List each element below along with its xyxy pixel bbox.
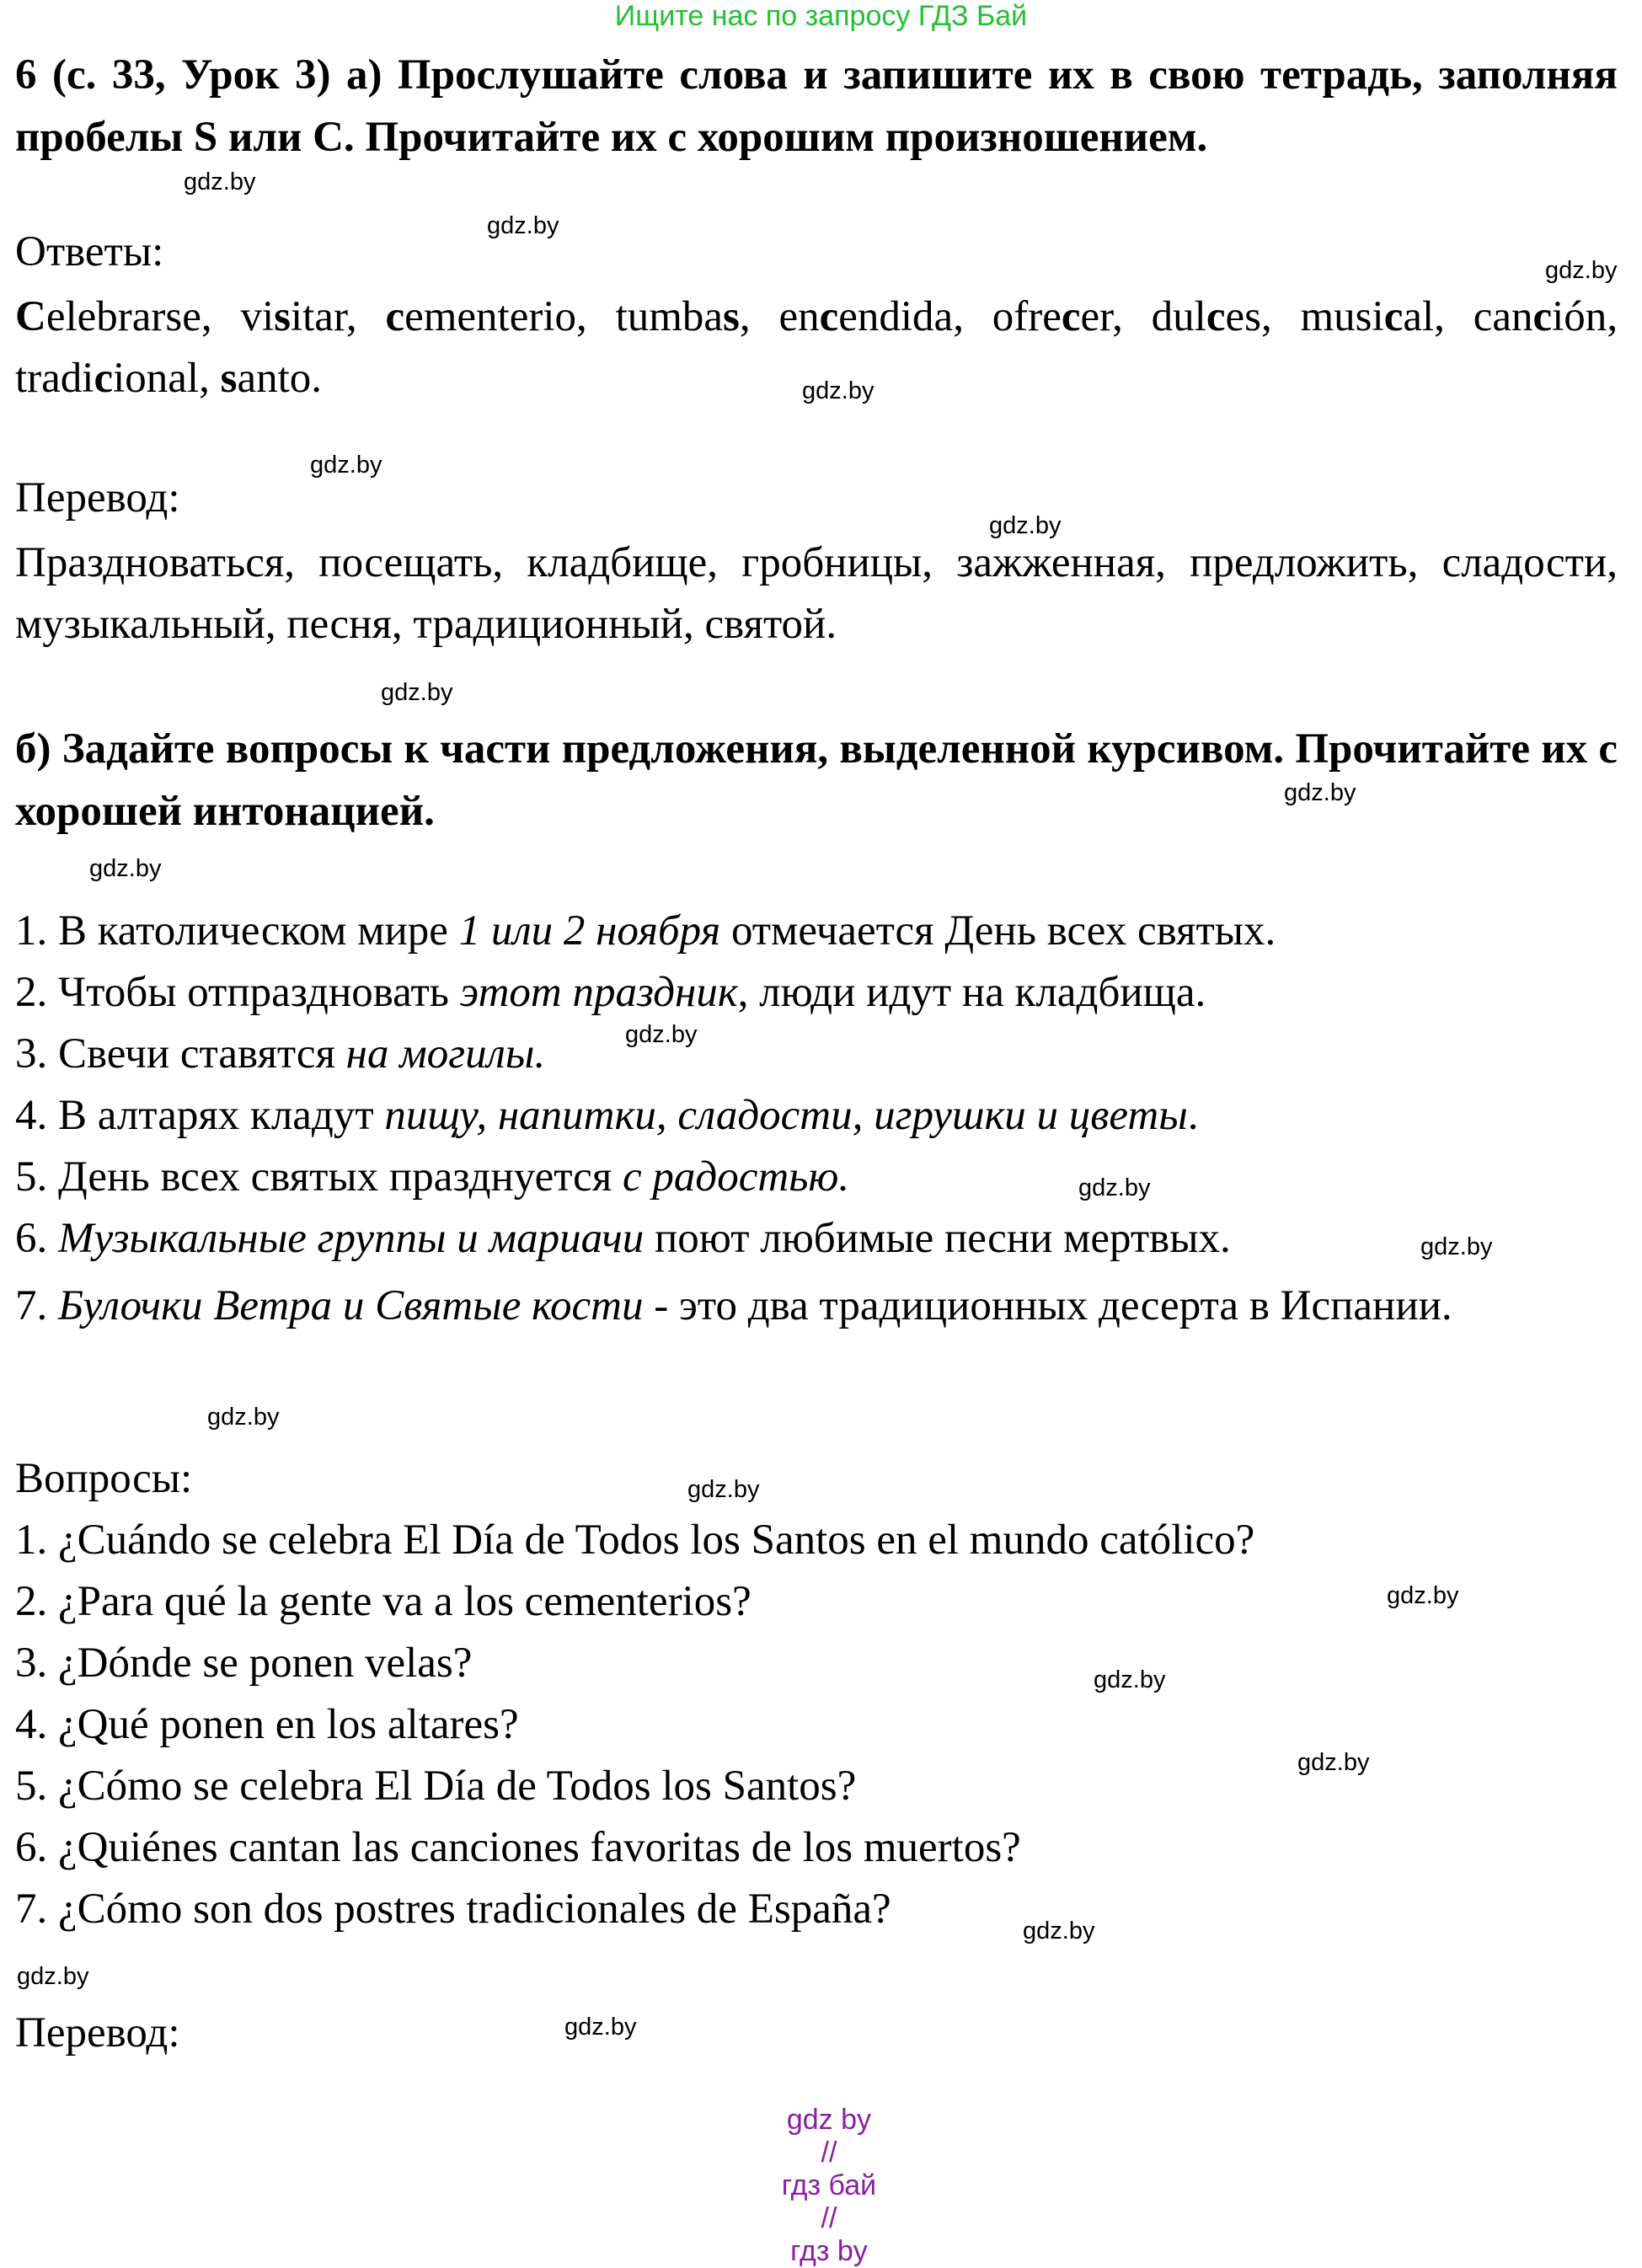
answer-letter: c: [819, 293, 839, 340]
question-item: 1. ¿Cuándo se celebra El Día de Todos los Santos en el mundo católico?: [15, 1516, 1255, 1564]
answer-word-end: ional: [113, 355, 200, 402]
translation-label-b: Перевод:: [15, 2009, 180, 2057]
answer-letter: c: [1206, 293, 1226, 340]
answer-letter: s: [274, 293, 291, 340]
question-item: 2. ¿Para qué la gente va a los cementerios?: [15, 1578, 751, 1625]
sentence-number: 5.: [15, 1153, 48, 1201]
answer-letter: s: [723, 293, 740, 340]
sentence-italic: Музыкальные группы и мариачи: [58, 1215, 644, 1262]
answer-word-start: can: [1473, 293, 1533, 340]
footer-links: [0, 2071, 1642, 2268]
sentence-italic: этот праздник: [459, 969, 738, 1016]
answer-word-end: elebrarse: [45, 293, 201, 340]
watermark: gdz.by: [487, 212, 559, 239]
sentence-text: В католическом мире: [47, 907, 459, 955]
answer-word-start: tradi: [15, 355, 94, 402]
answer-word-start: dul: [1151, 293, 1206, 340]
answer-word: [15, 355, 199, 402]
watermark: gdz.by: [1078, 1174, 1151, 1201]
task-b-title: б) Задайте вопросы к части предложения, выделенной курсивом. Прочитайте их с хорошей интонацией.: [15, 725, 1618, 835]
sentence-item: [15, 1030, 545, 1078]
answer-word-start: ofre: [992, 293, 1062, 340]
sentence-item: [15, 907, 1276, 955]
sentence-item: [15, 1153, 849, 1201]
answer-word-end: al: [1403, 293, 1435, 340]
answer-word-start: tumba: [615, 293, 724, 340]
watermark: gdz.by: [1094, 1666, 1166, 1693]
sentence-text: отмечается День всех святых.: [720, 907, 1276, 955]
watermark: gdz.by: [184, 168, 256, 195]
sentence-text: поют любимые песни мертвых.: [644, 1215, 1231, 1262]
answer-word: [1301, 293, 1435, 340]
sentence-text: [47, 1215, 58, 1262]
watermark: gdz.by: [1023, 1918, 1095, 1944]
watermark: gdz.by: [17, 1963, 89, 1990]
answers-label: Ответы:: [15, 228, 164, 275]
answer-word: [15, 293, 201, 340]
footer-separator: //: [821, 2202, 837, 2234]
answer-word: [240, 293, 345, 340]
answer-letter: s: [220, 355, 238, 402]
watermark: gdz.by: [564, 2014, 637, 2041]
answer-word: [221, 355, 312, 402]
sentence-number: 7.: [15, 1282, 48, 1329]
answer-letter: c: [385, 293, 405, 340]
footer-link[interactable]: gdz by: [786, 2104, 872, 2136]
answer-word: [778, 293, 953, 340]
question-item: 5. ¿Cómo se celebra El Día de Todos los Santos?: [15, 1763, 857, 1810]
answer-word: [1474, 293, 1607, 340]
sentence-item: [15, 1214, 1231, 1263]
answer-letter: c: [1383, 293, 1404, 340]
watermark: gdz.by: [1284, 779, 1356, 806]
answer-word: [1152, 293, 1261, 340]
search-hint-link[interactable]: Ищите нас по запросу ГДЗ Бай: [614, 0, 1028, 32]
answer-word-start: musi: [1300, 293, 1384, 340]
question-item: 3. ¿Dónde se ponen velas?: [15, 1639, 473, 1687]
sentence-number: 1.: [15, 907, 48, 955]
answer-letter: c: [1532, 293, 1553, 340]
sentence-item: [15, 1091, 1199, 1140]
sentence-italic: Булочки Ветра и Святые кости: [58, 1282, 644, 1329]
watermark: gdz.by: [1420, 1233, 1493, 1260]
sentence-text: [47, 1282, 58, 1329]
watermark: gdz.by: [1387, 1582, 1459, 1609]
sentence-text: - это два традиционных десерта в Испании.: [643, 1282, 1452, 1329]
watermark: gdz.by: [89, 855, 162, 882]
answer-word-end: endida: [838, 293, 954, 340]
watermark: gdz.by: [310, 452, 382, 479]
sentence-text: В алтарях кладут: [47, 1092, 385, 1139]
watermark: gdz.by: [989, 512, 1062, 539]
footer-link[interactable]: гдз бай: [781, 2169, 877, 2201]
watermark: gdz.by: [802, 377, 874, 404]
answers-text: Celebrarse, visitar, cementerio, tumbas, encendida, ofrecer, dulces, musical, canción, tradicional, santo.: [15, 293, 1618, 402]
answer-letter: c: [1061, 293, 1081, 340]
sentence-italic: пищу, напитки, сладости, игрушки и цветы: [384, 1092, 1188, 1139]
answer-word-end: anto: [237, 355, 312, 402]
watermark: gdz.by: [207, 1404, 280, 1431]
questions-label: Вопросы:: [15, 1455, 193, 1502]
answer-word-end: ementerio: [404, 293, 576, 340]
sentence-item: [15, 968, 1206, 1017]
question-item: 4. ¿Qué ponen en los altares?: [15, 1701, 519, 1748]
answer-word: [616, 293, 740, 340]
answer-word-end: er: [1080, 293, 1113, 340]
sentence-italic: с радостью.: [623, 1153, 850, 1201]
answer-letter: c: [94, 355, 114, 402]
footer-separator: //: [821, 2137, 837, 2169]
watermark: gdz.by: [381, 679, 453, 706]
sentence-text: .: [1187, 1092, 1199, 1139]
sentence-text: День всех святых празднуется: [47, 1153, 623, 1201]
answer-word: [385, 293, 576, 340]
sentence-number: 4.: [15, 1092, 48, 1139]
watermark: gdz.by: [1545, 257, 1618, 284]
question-item: 7. ¿Cómo son dos postres tradicionales de España?: [15, 1886, 891, 1933]
watermark: gdz.by: [687, 1476, 760, 1503]
sentence-number: 2.: [15, 969, 48, 1016]
sentence-text: , люди идут на кладбища.: [737, 969, 1206, 1016]
answer-letter: C: [15, 293, 46, 340]
sentence-number: 3.: [15, 1030, 48, 1078]
watermark: gdz.by: [625, 1021, 698, 1048]
question-item: 6. ¿Quiénes cantan las canciones favoritas de los muertos?: [15, 1824, 1021, 1871]
sentence-text: Свечи ставятся: [47, 1030, 346, 1078]
answer-word-end: es: [1225, 293, 1261, 340]
footer-link[interactable]: гдз by: [790, 2235, 868, 2267]
answer-word: [992, 293, 1112, 340]
sentence-item: [15, 1276, 1618, 1337]
answer-word-end: ión: [1552, 293, 1607, 340]
answer-word-end: itar: [290, 293, 346, 340]
watermark: gdz.by: [1297, 1749, 1370, 1776]
sentence-italic: на могилы.: [345, 1030, 546, 1078]
translation-label-a: Перевод:: [15, 474, 180, 522]
sentence-italic: 1 или 2 ноября: [458, 907, 721, 955]
translation-text-a: Праздноваться, посещать, кладбище, гробницы, зажженная, предложить, сладости, музыкальный, песня, традиционный, святой.: [15, 539, 1618, 648]
sentence-text: Чтобы отпраздновать: [47, 969, 460, 1016]
sentence-number: 6.: [15, 1215, 48, 1262]
answer-word-start: en: [778, 293, 820, 340]
answer-word-start: vi: [240, 293, 275, 340]
task-a-title: 6 (с. 33, Урок 3) а) Прослушайте слова и запишите их в свою тетрадь, заполняя пробелы S или C. Прочитайте их с хорошим произношением.: [15, 51, 1618, 161]
